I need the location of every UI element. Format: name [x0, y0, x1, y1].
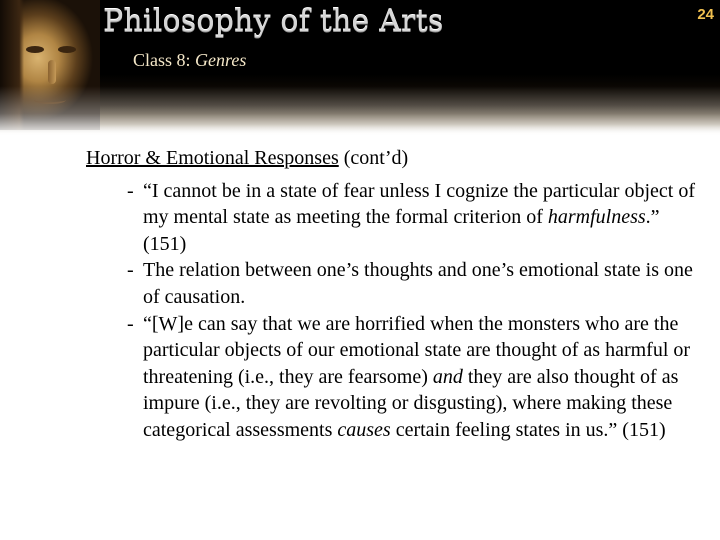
bullet-emphasis: causes — [337, 418, 391, 441]
portrait-nose — [48, 60, 56, 84]
bullet-text: certain feeling states in us.” (151) — [390, 418, 666, 441]
bullet-text: The relation between one’s thoughts and one’s emotional state is one of causation. — [143, 259, 693, 308]
heading-title: Horror & Emotional Responses — [86, 147, 339, 169]
bullet-item — [86, 311, 703, 444]
slide-header — [0, 0, 720, 135]
page-number: 24 — [697, 6, 714, 23]
bullet-text: “[W]e can say that we are horrified when the monsters who are the particular objects of our emotional state are thought of as harmful or threatening (i.e., they are fearsome) — [143, 312, 691, 388]
header-fade — [0, 86, 720, 135]
bullet-marker: - — [127, 259, 134, 282]
bullet-text: .” (151) — [143, 206, 660, 255]
bullet-item — [86, 257, 703, 310]
bullet-list — [86, 178, 706, 444]
portrait-left-eye — [26, 46, 44, 53]
class-subtitle — [133, 50, 246, 71]
portrait-right-eye — [58, 46, 76, 53]
heading-suffix: (cont’d) — [338, 147, 409, 169]
bullet-emphasis: and — [432, 365, 463, 388]
slide-content — [86, 145, 706, 444]
bullet-marker: - — [127, 312, 134, 335]
section-heading — [86, 145, 706, 172]
subtitle-prefix: Class 8: — [133, 50, 196, 70]
bullet-emphasis: harmfulness — [547, 206, 646, 229]
subtitle-topic: Genres — [195, 50, 247, 70]
bullet-marker: - — [127, 179, 134, 202]
bullet-item — [86, 178, 703, 258]
course-logo: Philosophy of the Arts — [103, 4, 444, 39]
bullet-text: “I cannot be in a state of fear unless I cognize the particular object of my mental state as meeting the formal criterion of — [143, 179, 695, 229]
bullet-text: they are also thought of as impure (i.e., they are revolting or disgusting), where making these categorical assessments — [143, 365, 679, 441]
